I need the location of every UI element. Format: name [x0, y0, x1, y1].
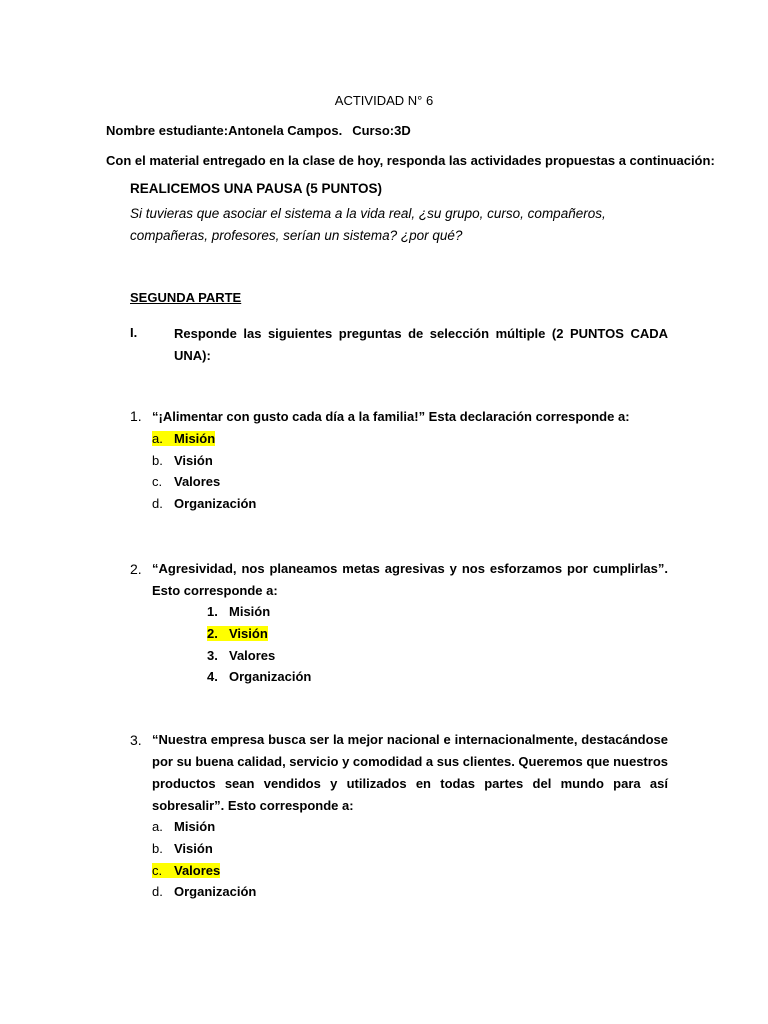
question-3-option-d	[152, 881, 256, 903]
question-1-option-d	[152, 493, 256, 515]
question-1-number: 1.	[130, 408, 142, 424]
option-marker: d.	[152, 496, 163, 511]
question-1-text: “¡Alimentar con gusto cada día a la familia!” Esta declaración corresponde a:	[152, 409, 630, 424]
option-marker: d.	[152, 884, 163, 899]
option-label: Organización	[174, 884, 257, 899]
option-marker: 4.	[207, 669, 218, 684]
option-marker: a.	[152, 431, 163, 446]
question-2-option-1	[207, 601, 270, 623]
pausa-heading: REALICEMOS UNA PAUSA (5 PUNTOS)	[130, 181, 383, 196]
option-label: Valores	[229, 648, 276, 663]
pausa-question: Si tuvieras que asociar el sistema a la vida real, ¿su grupo, curso, compañeros, compañeras, profesores, serían un sistema? ¿por qué?	[130, 206, 606, 243]
student-course: Curso:3D	[352, 123, 411, 138]
question-2-option-3	[207, 645, 275, 667]
page-title: ACTIVIDAD N° 6	[334, 93, 434, 108]
instructions-intro: Con el material entregado en la clase de hoy, responda las actividades propuestas a continuación:	[106, 153, 715, 168]
student-info	[106, 123, 411, 138]
question-1-option-c	[152, 471, 220, 493]
question-3-option-a	[152, 816, 215, 838]
section-instruction: Responde las siguientes preguntas de selección múltiple (2 PUNTOS CADA UNA):	[174, 326, 668, 363]
option-label: Visión	[174, 453, 213, 468]
question-1-option-b	[152, 450, 213, 472]
student-name: Nombre estudiante:Antonela Campos.	[106, 123, 343, 138]
option-label: Organización	[174, 496, 257, 511]
question-3-text: “Nuestra empresa busca ser la mejor nacional e internacionalmente, destacándose por su buena calidad, servicio y comodidad a sus clientes. Queremos que nuestros productos sean vendidos y utilizados en todas partes del mundo para así sobresalir”. Esto corresponde a:	[152, 732, 668, 813]
option-marker: 2.	[207, 626, 218, 641]
option-marker: 3.	[207, 648, 218, 663]
question-1-option-a	[152, 428, 215, 450]
question-2-option-4	[207, 666, 311, 688]
option-marker: 1.	[207, 604, 218, 619]
option-label: Visión	[229, 626, 268, 641]
option-label: Misión	[174, 431, 216, 446]
option-marker: b.	[152, 841, 163, 856]
question-3-option-c	[152, 860, 220, 882]
segunda-parte-heading: SEGUNDA PARTE	[130, 290, 242, 305]
option-label: Valores	[174, 474, 221, 489]
option-label: Misión	[229, 604, 271, 619]
option-marker: c.	[152, 474, 163, 489]
option-marker: a.	[152, 819, 163, 834]
question-2-text: “Agresividad, nos planeamos metas agresivas y nos esforzamos por cumplirlas”. Esto corresponde a:	[152, 561, 668, 598]
option-label: Visión	[174, 841, 213, 856]
question-2-number: 2.	[130, 561, 142, 577]
option-label: Organización	[229, 669, 312, 684]
section-roman-numeral: I.	[130, 325, 138, 340]
question-3-option-b	[152, 838, 213, 860]
option-label: Misión	[174, 819, 216, 834]
question-3-number: 3.	[130, 732, 142, 748]
option-marker: c.	[152, 863, 163, 878]
question-2-option-2	[207, 623, 268, 645]
option-marker: b.	[152, 453, 163, 468]
option-label: Valores	[174, 863, 221, 878]
